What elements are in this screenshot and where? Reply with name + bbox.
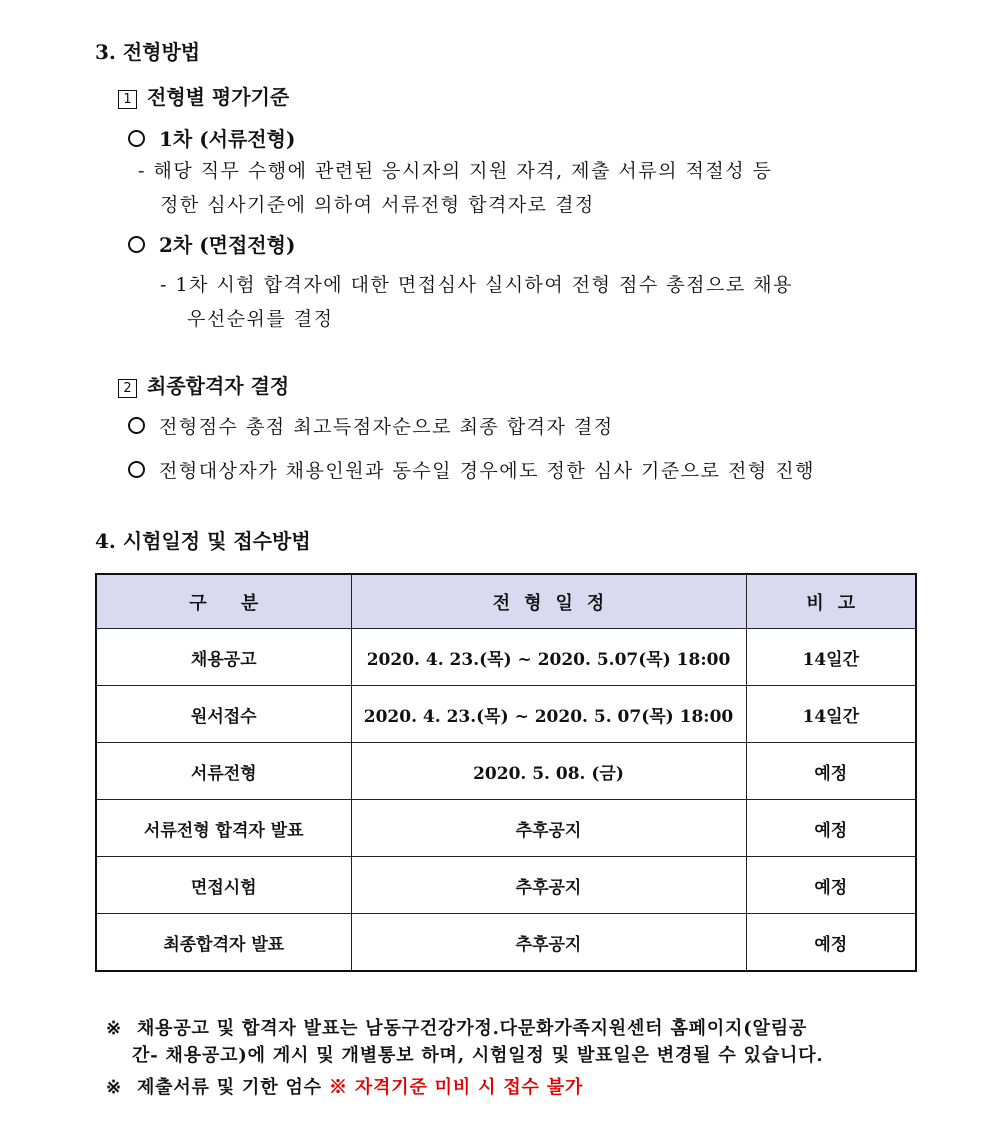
first-round-desc-line2: 정한 심사기준에 의하여 서류전형 합격자로 결정: [160, 194, 595, 216]
note-2: [106, 1073, 583, 1099]
note-1-text: 채용공고 및 합격자 발표는 남동구건강가정.다문화가족지원센터 홈페이지(알림공: [136, 1018, 808, 1039]
table-header-row: [96, 574, 916, 629]
final-item-2-text: 전형대상자가 채용인원과 동수일 경우에도 정한 심사 기준으로 전형 진행: [159, 460, 815, 482]
sub2-heading: [118, 370, 289, 399]
table-row: [96, 800, 916, 857]
cell-category: 최종합격자 발표: [96, 914, 351, 972]
table-row: [96, 743, 916, 800]
first-round-label: 1차 (서류전형): [159, 127, 296, 151]
cell-remarks: 14일간: [746, 629, 916, 686]
circle-bullet-icon: [128, 417, 145, 434]
cell-schedule: 추후공지: [351, 857, 746, 914]
second-round-desc-line1: - 1차 시험 합격자에 대한 면접심사 실시하여 전형 점수 총점으로 채용: [160, 274, 793, 296]
table-row: [96, 686, 916, 743]
cell-remarks: 14일간: [746, 686, 916, 743]
cell-remarks: 예정: [746, 743, 916, 800]
note-2-warning: ※ 자격기준 미비 시 접수 불가: [328, 1077, 584, 1098]
cell-category: 서류전형 합격자 발표: [96, 800, 351, 857]
circle-bullet-icon: [128, 236, 145, 253]
circle-bullet-icon: [128, 130, 145, 147]
reference-mark-icon: ※: [106, 1077, 122, 1098]
note-2-text: 제출서류 및 기한 엄수: [136, 1077, 322, 1098]
cell-category: 채용공고: [96, 629, 351, 686]
cell-category: 서류전형: [96, 743, 351, 800]
header-schedule: 전형일정: [351, 574, 746, 629]
cell-schedule: 2020. 4. 23.(목) ~ 2020. 5. 07(목) 18:00: [351, 686, 746, 743]
section4-title: 4. 시험일정 및 접수방법: [95, 529, 311, 553]
cell-schedule: 추후공지: [351, 800, 746, 857]
final-item-1-text: 전형점수 총점 최고득점자순으로 최종 합격자 결정: [159, 416, 614, 438]
cell-schedule: 2020. 4. 23.(목) ~ 2020. 5.07(목) 18:00: [351, 629, 746, 686]
sub2-title: 최종합격자 결정: [147, 374, 290, 398]
second-round-label: 2차 (면접전형): [159, 233, 296, 257]
sub1-number-box: 1: [118, 90, 137, 109]
table-row: [96, 914, 916, 972]
final-item-2: [128, 456, 815, 483]
table-row: [96, 629, 916, 686]
cell-remarks: 예정: [746, 857, 916, 914]
schedule-table: [95, 573, 917, 972]
section3-title: 3. 전형방법: [95, 40, 201, 64]
note-1-line1: [106, 1014, 807, 1040]
cell-schedule: 추후공지: [351, 914, 746, 972]
cell-remarks: 예정: [746, 914, 916, 972]
second-round-desc-line2: 우선순위를 결정: [187, 308, 334, 330]
sub1-title: 전형별 평가기준: [147, 85, 290, 109]
second-round-heading: [128, 229, 295, 258]
cell-category: 원서접수: [96, 686, 351, 743]
table-row: [96, 857, 916, 914]
reference-mark-icon: ※: [106, 1018, 122, 1039]
cell-remarks: 예정: [746, 800, 916, 857]
header-category: 구 분: [96, 574, 351, 629]
final-item-1: [128, 412, 614, 439]
cell-schedule: 2020. 5. 08. (금): [351, 743, 746, 800]
cell-category: 면접시험: [96, 857, 351, 914]
circle-bullet-icon: [128, 461, 145, 478]
first-round-heading: [128, 123, 295, 152]
first-round-desc-line1: - 해당 직무 수행에 관련된 응시자의 지원 자격, 제출 서류의 적절성 등: [138, 160, 773, 182]
header-remarks: 비고: [746, 574, 916, 629]
note-1-line2: 간- 채용공고)에 게시 및 개별통보 하며, 시험일정 및 발표일은 변경될 수 있습니다.: [132, 1045, 824, 1066]
sub1-heading: [118, 81, 289, 110]
sub2-number-box: 2: [118, 379, 137, 398]
